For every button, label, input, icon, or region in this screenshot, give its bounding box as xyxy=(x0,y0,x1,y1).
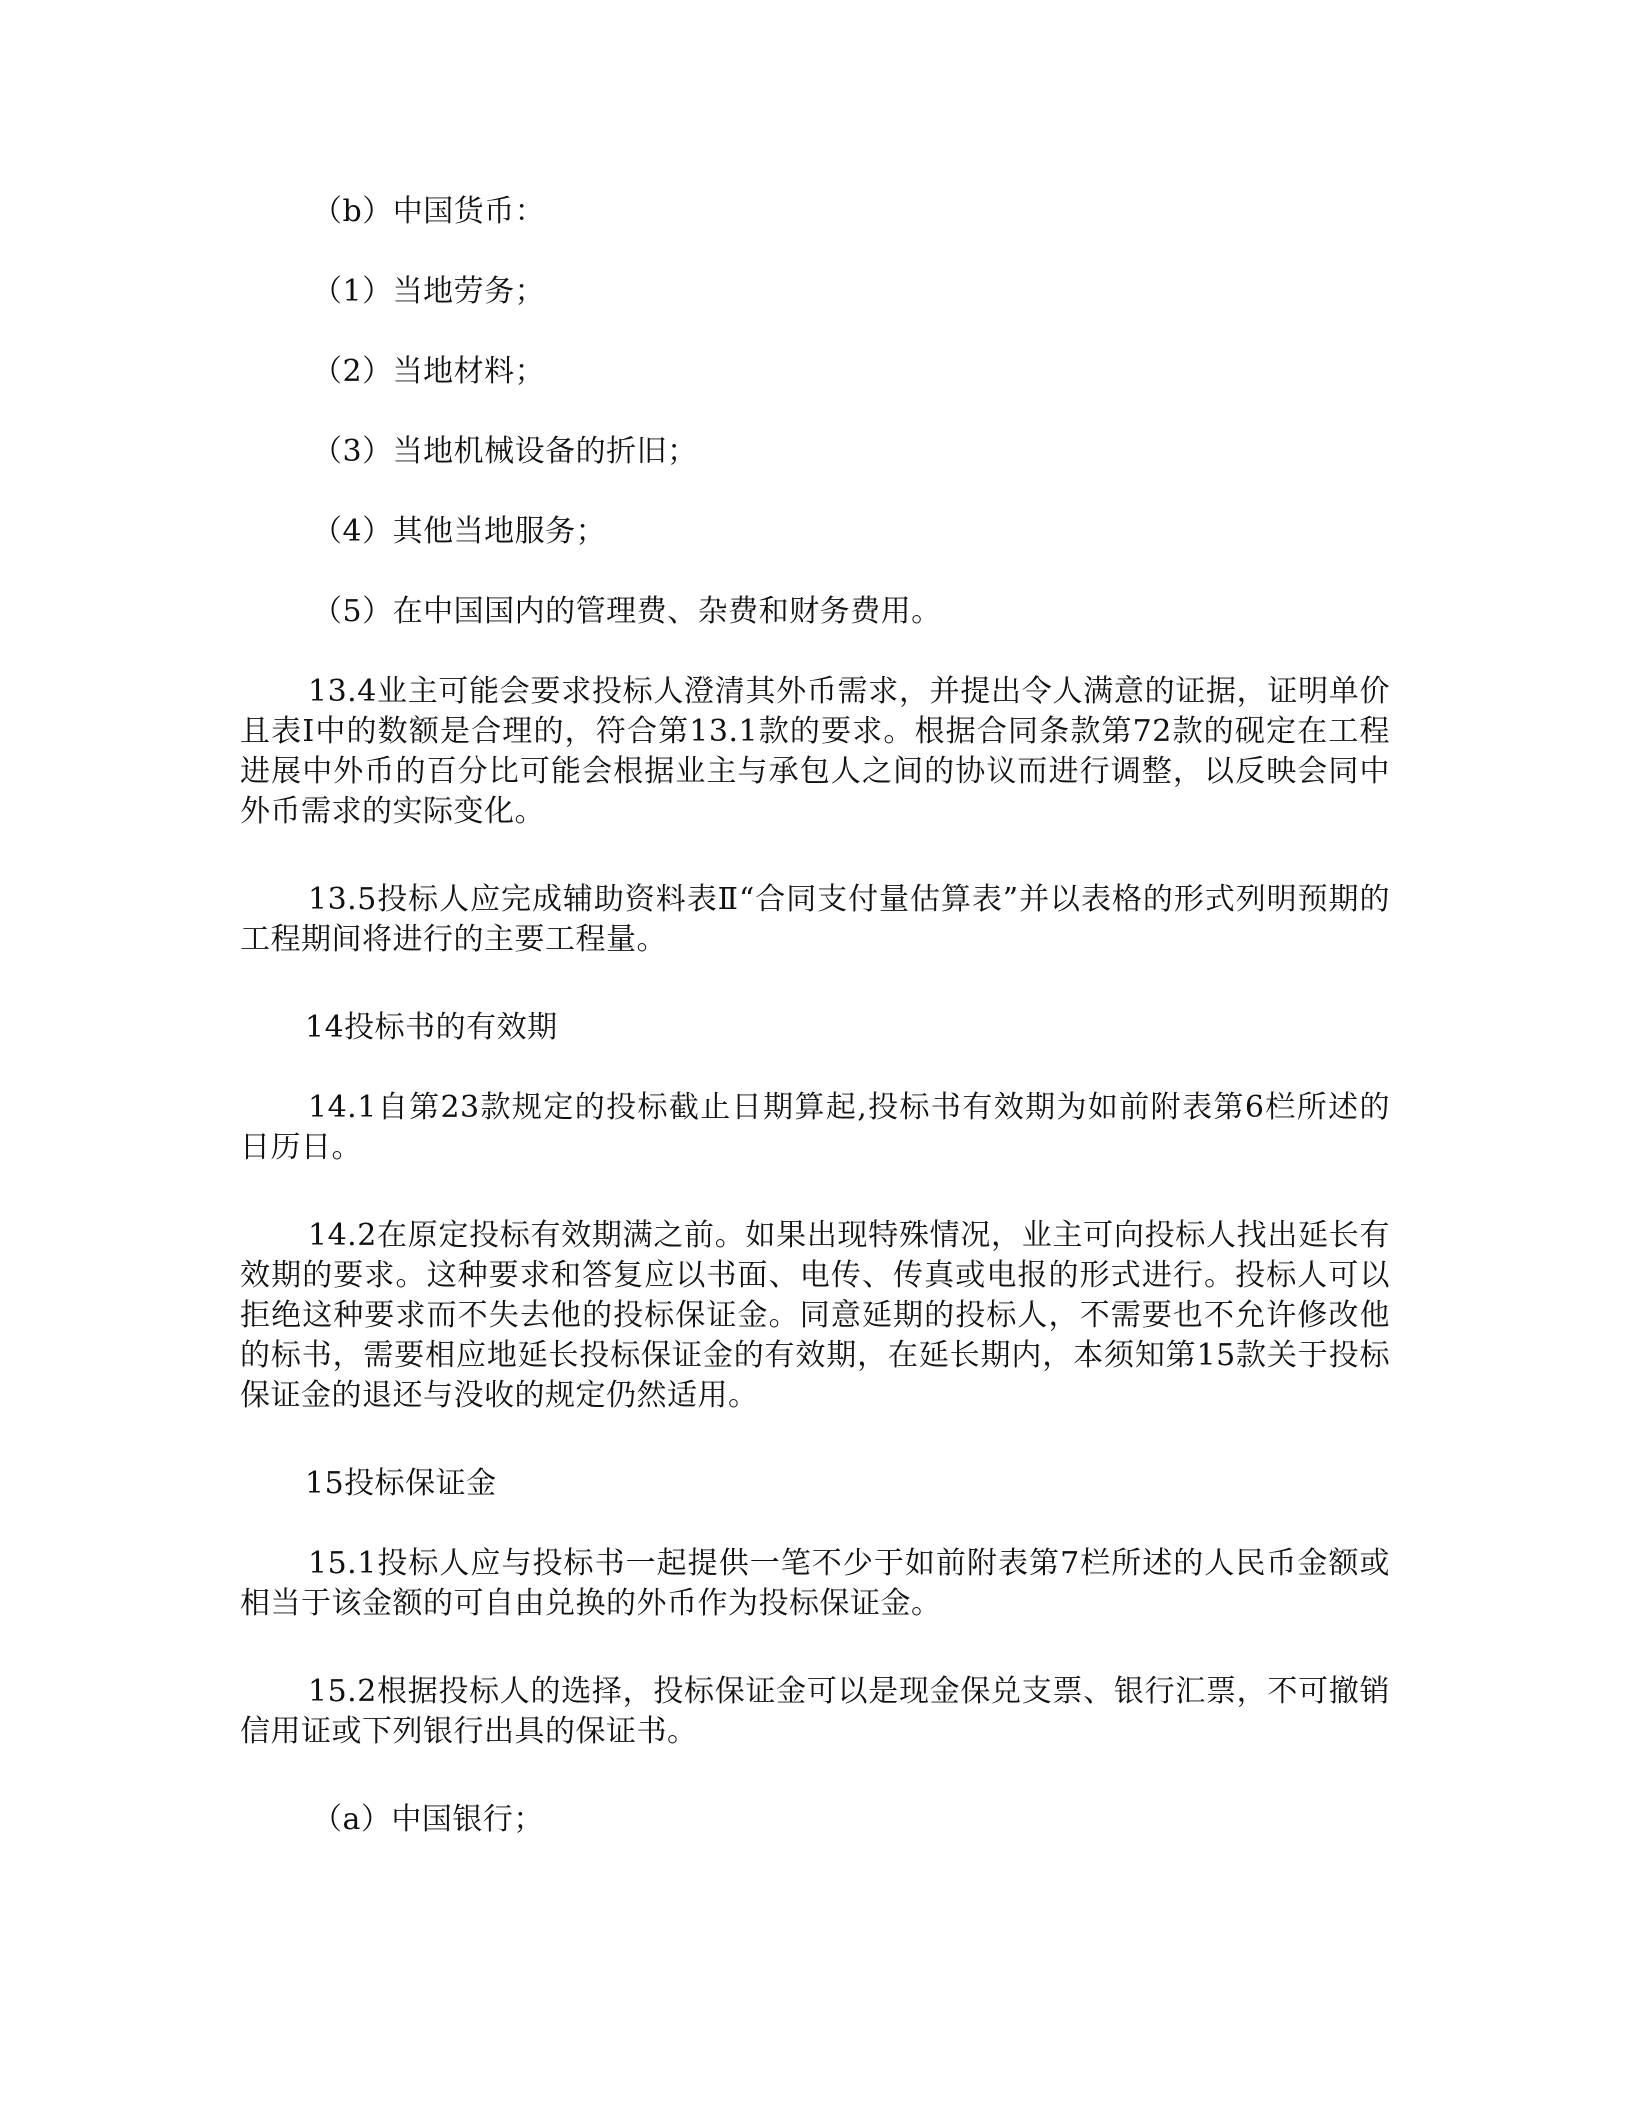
paragraph-14-1: 14.1自第23款规定的投标截止日期算起,投标书有效期为如前附表第6栏所述的日历日。 xyxy=(240,1090,1390,1165)
paragraph-15-1: 15.1投标人应与投标书一起提供一笔不少于如前附表第7栏所述的人民币金额或相当于该金额的可自由兑换的外币作为投标保证金。 xyxy=(240,1546,1390,1621)
paragraph-13-5: 13.5投标人应完成辅助资料表Ⅱ“合同支付量估算表”并以表格的形式列明预期的工程期间将进行的主要工程量。 xyxy=(240,882,1390,957)
paragraph-13-4: 13.4业主可能会要求投标人澄清其外币需求，并提出令人满意的证据，证明单价且表I中的数额是合理的，符合第13.1款的要求。根据合同条款第72款的砚定在工程进展中外币的百分比可能会根据业主与承包人之间的协议而进行调整，以反映会同中外币需求的实际变化。 xyxy=(240,674,1390,829)
list-item-4-other-local-services: （4）其他当地服务； xyxy=(312,514,607,549)
list-item-5-management-fees: （5）在中国国内的管理费、杂费和财务费用。 xyxy=(312,594,942,629)
list-item-b-chinese-currency: （b）中国货币： xyxy=(312,194,546,229)
paragraph-14-2: 14.2在原定投标有效期满之前。如果出现特殊情况，业主可向投标人找出延长有效期的要求。这种要求和答复应以书面、电传、传真或电报的形式进行。投标人可以拒绝这种要求而不失去他的投标保证金。同意延期的投标人，不需要也不允许修改他的标书，需要相应地延长投标保证金的有效期，在延长期内，本须知第15款关于投标保证金的退还与没收的规定仍然适用。 xyxy=(240,1218,1390,1413)
list-item-a-bank-of-china: （a）中国银行； xyxy=(312,1802,544,1837)
paragraph-15-2: 15.2根据投标人的选择，投标保证金可以是现金保兑支票、银行汇票，不可撤销信用证或下列银行出具的保证书。 xyxy=(240,1674,1390,1749)
list-item-3-equipment-depreciation: （3）当地机械设备的折旧； xyxy=(312,434,698,469)
list-item-2-local-materials: （2）当地材料； xyxy=(312,354,546,389)
section-heading-15: 15投标保证金 xyxy=(305,1466,497,1501)
list-item-1-local-labor: （1）当地劳务； xyxy=(312,274,546,309)
section-heading-14: 14投标书的有效期 xyxy=(305,1010,558,1045)
